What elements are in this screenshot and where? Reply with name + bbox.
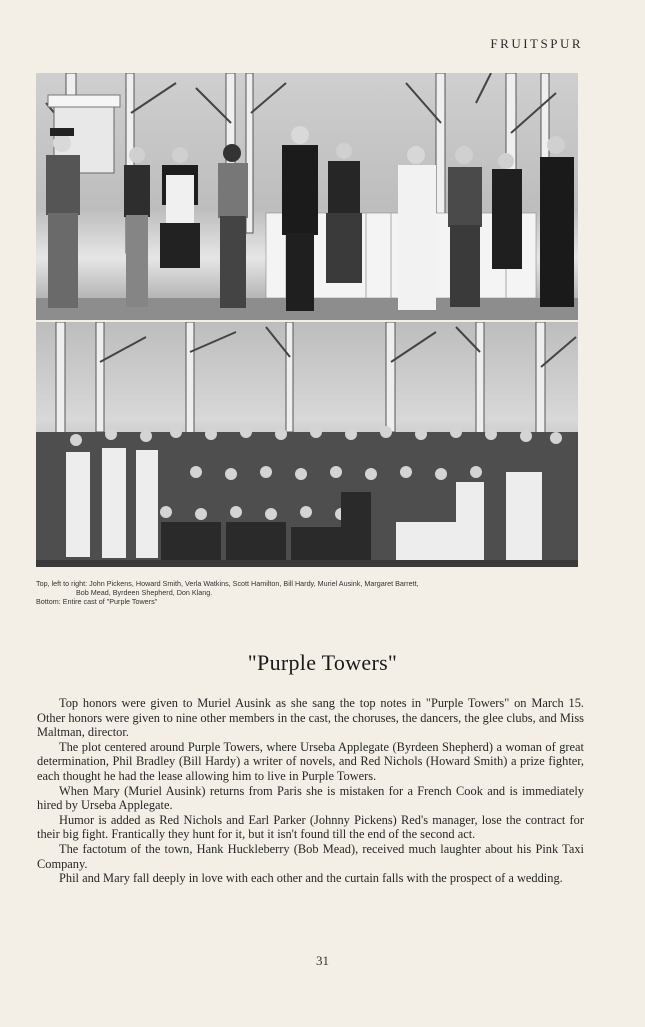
stage-photo-top-icon bbox=[36, 73, 578, 320]
paragraph: Top honors were given to Muriel Ausink as she sang the top notes in "Purple Towers" on March 15. Other honors were given to nine other members in the cast, the choruses, the dancers, the glee clubs, and Miss Maltman, director. bbox=[37, 696, 584, 740]
caption-line-2: Bob Mead, Byrdeen Shepherd, Don Klang. bbox=[76, 588, 213, 598]
figure-1 bbox=[46, 128, 80, 308]
article-body bbox=[37, 696, 584, 886]
paragraph: The plot centered around Purple Towers, where Urseba Applegate (Byrdeen Shepherd) a woman of great determination, Phil Bradley (Bill Hardy) a writer of novels, and Red Nichols (Howard Smith) a prize fighter, each thought he had the lease allowing him to live in Purple Towers. bbox=[37, 739, 584, 783]
article-title: "Purple Towers" bbox=[247, 650, 398, 675]
paragraph: When Mary (Muriel Ausink) returns from Paris she is mistaken for a French Cook and is immediately hired by Urseba Applegate. bbox=[37, 783, 584, 813]
paragraph: Phil and Mary fall deeply in love with each other and the curtain falls with the prospect of a wedding. bbox=[59, 871, 563, 886]
caption-line-3: Bottom: Entire cast of "Purple Towers" bbox=[36, 597, 158, 607]
running-header: FRUITSPUR bbox=[490, 36, 583, 51]
stage-photo-bottom-icon bbox=[36, 322, 578, 567]
paragraph: Humor is added as Red Nichols and Earl Parker (Johnny Pickens) Red's manager, lose the contract for their big fight. Frantically they hunt for it, but it isn't found till the end of the second act. bbox=[37, 812, 584, 842]
photo-principal-cast bbox=[36, 73, 578, 320]
photo-caption bbox=[36, 579, 584, 607]
caption-line-1: Top, left to right: John Pickens, Howard Smith, Verla Watkins, Scott Hamilton, Bill Hardy, Muriel Ausink, Margaret Barrett, bbox=[36, 579, 419, 588]
photo-entire-cast bbox=[36, 322, 578, 567]
page-number: 31 bbox=[316, 953, 329, 968]
paragraph: The factotum of the town, Hank Huckleberry (Bob Mead), received much laughter about his Pink Taxi Company. bbox=[37, 841, 584, 871]
